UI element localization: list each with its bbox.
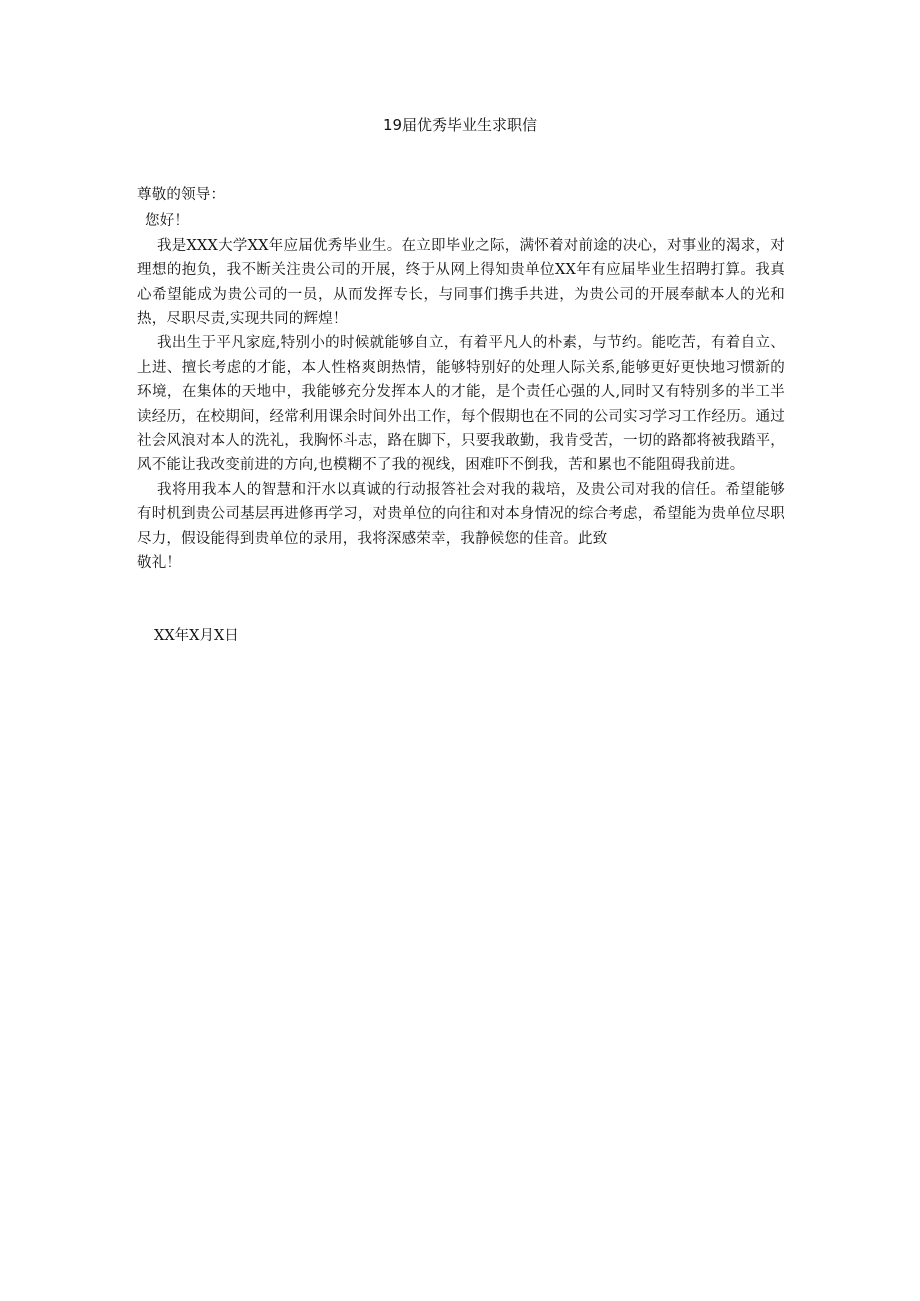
closing: 敬礼！: [137, 555, 182, 572]
letter-body: [137, 183, 785, 576]
paragraph-conclusion: 我将用我本人的智慧和汗水以真诚的行动报答社会对我的栽培，及贵公司对我的信任。希望能够有时机到贵公司基层再进修再学习，对贵单位的向往和对本身情况的综合考虑，希望能为贵单位尽职尽力，假设能得到贵单位的录用，我将深感荣幸，我静候您的佳音。此致: [137, 481, 785, 547]
salutation: 尊敬的领导：: [137, 187, 226, 203]
paragraph-background: 我出生于平凡家庭,特别小的时候就能够自立，有着平凡人的朴素，与节约。能吃苦，有着自立、上进、擅长考虑的才能，本人性格爽朗热情，能够特别好的处理人际关系,能够更好更快地习惯新的环境，在集体的天地中，我能够充分发挥本人的才能，是个责任心强的人,同时又有特别多的半工半读经历，在校期间，经常利用课余时间外出工作，每个假期也在不同的公司实习学习工作经历。通过社会风浪对本人的洗礼，我胸怀斗志，路在脚下，只要我敢勤，我肯受苦，一切的路都将被我踏平，风不能让我改变前进的方向,也模糊不了我的视线，困难吓不倒我，苦和累也不能阻碍我前进。: [137, 335, 785, 474]
greeting: 您好！: [145, 213, 190, 230]
paragraph-intro: 我是XXX大学XX年应届优秀毕业生。在立即毕业之际，满怀着对前途的决心，对事业的渴求，对理想的抱负，我不断关注贵公司的开展，终于从网上得知贵单位XX年有应届毕业生招聘打算。我真心希望能成为贵公司的一员，从而发挥专长，与同事们携手共进，为贵公司的开展奉献本人的光和热，尽职尽责,实现共同的辉煌！: [137, 237, 785, 328]
document-title: 19届优秀毕业生求职信: [382, 116, 538, 134]
letter-date: XX年X月X日: [154, 628, 239, 644]
